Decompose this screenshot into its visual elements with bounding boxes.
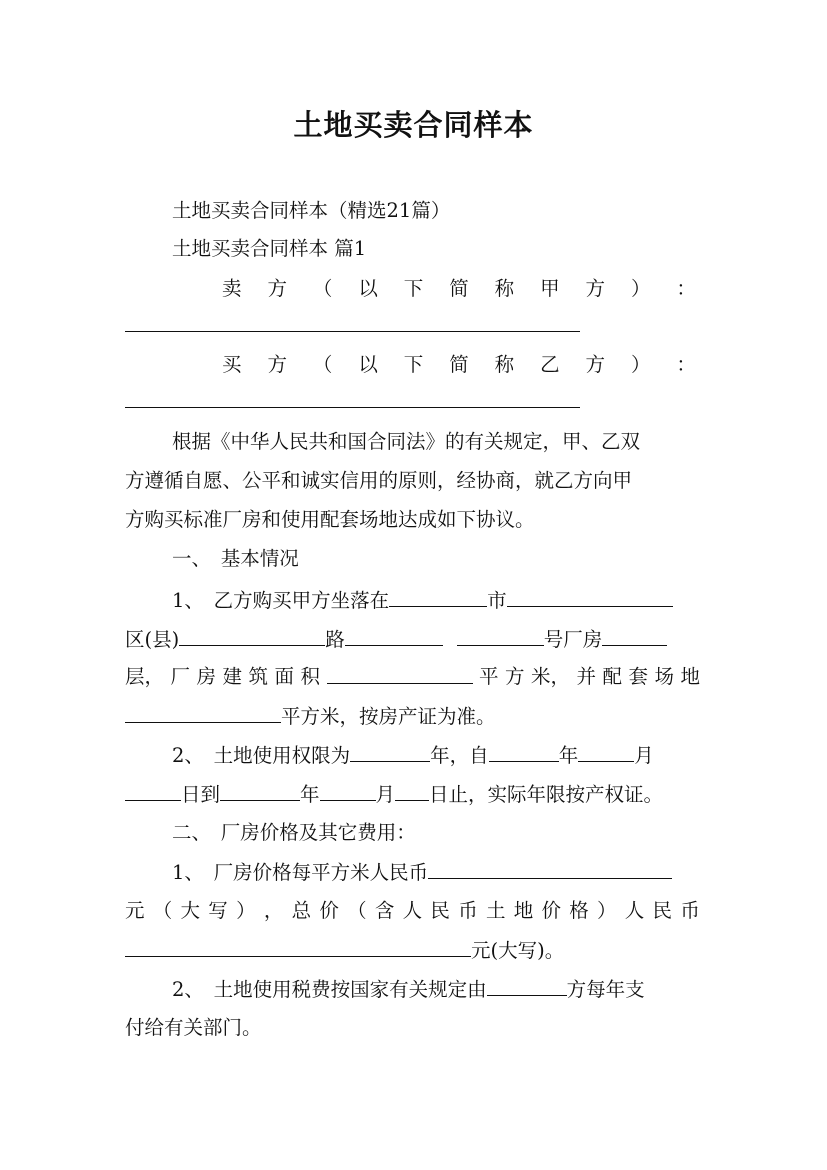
price-label-char: （ xyxy=(347,899,367,922)
district-blank-pre xyxy=(507,588,673,607)
item2-text-g: 月 xyxy=(375,783,396,806)
price1-line3 xyxy=(125,938,564,963)
item1-text-e: 号厂房 xyxy=(543,628,603,651)
seller-label-char: 方 xyxy=(585,277,606,300)
area-label-char: 积 xyxy=(300,665,321,688)
section2-heading: 二、 厂房价格及其它费用： xyxy=(172,821,416,844)
seller-label-char: ） xyxy=(630,277,651,300)
item2-text-h: 日止，实际年限按产权证。 xyxy=(429,783,664,806)
price-label-char: 元 xyxy=(125,899,145,922)
item1-text-d: 路 xyxy=(325,628,345,651)
price-label-char: 总 xyxy=(291,899,312,922)
area-label-char: 房 xyxy=(196,665,217,688)
seller-label-char: （ xyxy=(312,277,333,300)
start-month-blank xyxy=(578,743,634,762)
seller-label-char: 称 xyxy=(494,277,515,300)
buyer-label-char: 买 xyxy=(222,353,242,376)
buyer-label-char: ） xyxy=(630,353,651,376)
item2-line1 xyxy=(172,743,654,768)
site-area-blank xyxy=(125,704,281,723)
para1-line1: 根据《中华人民共和国合同法》的有关规定，甲、乙双 xyxy=(172,430,641,453)
document-title: 土地买卖合同样本 xyxy=(293,108,534,142)
section1-heading: 一、 基本情况 xyxy=(172,547,299,570)
price2-line2: 付给有关部门。 xyxy=(125,1016,262,1039)
item2-text-b: 年，自 xyxy=(430,744,489,767)
price-label-char: （ xyxy=(152,899,173,922)
price1-line1 xyxy=(172,860,672,885)
buyer-label-char: 方 xyxy=(585,353,606,376)
road-blank xyxy=(345,627,443,646)
seller-label-char: 卖 xyxy=(222,277,242,300)
seller-blank-line xyxy=(125,313,580,338)
site-label-char: 场 xyxy=(654,665,674,688)
item2-text-c: 年 xyxy=(558,744,579,767)
end-year-blank xyxy=(220,782,300,801)
price-label-char: 民 xyxy=(652,899,673,922)
item2-text-e: 日到 xyxy=(181,783,221,806)
price1-line2 xyxy=(125,899,700,923)
area-label-char: 厂 xyxy=(170,665,191,688)
buyer-label-char: 简 xyxy=(449,353,469,376)
site-label-char: 套 xyxy=(628,665,648,688)
end-month-blank xyxy=(320,782,376,801)
unit-price-blank xyxy=(428,860,672,879)
seller-label-char: 甲 xyxy=(540,277,560,300)
building-area-blank xyxy=(327,665,473,684)
price-label-char: ） xyxy=(597,899,617,922)
area-label-char: 筑 xyxy=(248,665,269,688)
price-label-char: 人 xyxy=(402,899,423,922)
start-day-blank xyxy=(125,782,181,801)
floor-blank xyxy=(602,627,667,646)
buyer-label-char: 乙 xyxy=(540,353,560,376)
price-label-char: 地 xyxy=(513,899,534,922)
site-label-char: 米， xyxy=(530,665,570,688)
price1-text-a: 1、 厂房价格每平方米人民币 xyxy=(172,861,429,884)
total-price-blank xyxy=(125,938,471,957)
area-label-char: 建 xyxy=(222,665,243,688)
price2-text-a: 2、 土地使用税费按国家有关规定由 xyxy=(172,978,487,1001)
item2-text-f: 年 xyxy=(300,783,320,806)
para1-line3: 方购买标准厂房和使用配套场地达成如下协议。 xyxy=(125,508,535,531)
price-label-char: 价 xyxy=(541,899,561,922)
para1-line2: 方遵循自愿、公平和诚实信用的原则，经协商，就乙方向甲 xyxy=(125,469,633,492)
price-label-char: 格 xyxy=(569,899,589,922)
term-years-blank xyxy=(350,743,430,762)
buyer-label-char: （ xyxy=(312,353,333,376)
site-label-char: 配 xyxy=(602,665,622,688)
price1-text-c: 元(大写)。 xyxy=(471,939,565,962)
buyer-label-line xyxy=(222,353,696,377)
seller-label-char: 以 xyxy=(358,277,378,300)
site-label-char: 地 xyxy=(680,665,700,688)
price2-text-b: 方每年支 xyxy=(566,978,645,1001)
item2-line2 xyxy=(125,782,663,807)
start-year-blank xyxy=(489,743,559,762)
price-label-char: 写 xyxy=(208,899,228,922)
item1-line3 xyxy=(125,665,700,689)
item2-text-d: 月 xyxy=(634,744,654,767)
price2-line1 xyxy=(172,977,645,1002)
price-label-char: 土 xyxy=(485,899,506,922)
buyer-label-char: 称 xyxy=(494,353,515,376)
area-label-char: 层， xyxy=(125,665,165,688)
number-blank xyxy=(457,627,544,646)
end-day-blank xyxy=(395,782,429,801)
seller-label-char: 下 xyxy=(403,277,424,300)
district-blank xyxy=(179,627,325,646)
site-label-char: 并 xyxy=(576,665,596,688)
item1-text-h: 平方米，按房产证为准。 xyxy=(281,705,496,728)
price-label-char: 币 xyxy=(458,899,478,922)
item1-text-b: 市 xyxy=(487,589,507,612)
seller-label-char: 方 xyxy=(267,277,287,300)
seller-label-line xyxy=(222,277,696,301)
site-label-char: 方 xyxy=(504,665,525,688)
seller-name-blank xyxy=(125,313,580,332)
item1-text-c: 区(县) xyxy=(125,628,180,651)
item1-line2 xyxy=(125,627,667,652)
buyer-blank-line xyxy=(125,389,580,414)
buyer-label-char: 以 xyxy=(358,353,378,376)
seller-label-char: 简 xyxy=(449,277,469,300)
price-label-char: 币 xyxy=(680,899,700,922)
area-label-char: 面 xyxy=(274,665,295,688)
price-label-char: ， xyxy=(263,899,284,922)
price-label-char: ） xyxy=(236,899,256,922)
buyer-label-char: ： xyxy=(676,353,696,376)
buyer-label-char: 方 xyxy=(267,353,287,376)
item1-line1 xyxy=(172,588,673,613)
tax-party-blank xyxy=(487,977,567,996)
buyer-name-blank xyxy=(125,389,580,408)
buyer-label-char: 下 xyxy=(403,353,424,376)
price-label-char: 民 xyxy=(430,899,450,922)
site-label-char: 平 xyxy=(478,665,499,688)
price-label-char: 人 xyxy=(624,899,645,922)
price-label-char: 大 xyxy=(180,899,201,922)
price-label-char: 含 xyxy=(374,899,395,922)
item1-text-a: 1、 乙方购买甲方坐落在 xyxy=(172,589,390,612)
chapter-line: 土地买卖合同样本 篇1 xyxy=(172,237,367,260)
city-blank xyxy=(389,588,487,607)
item2-text-a: 2、 土地使用权限为 xyxy=(172,744,351,767)
subtitle-line: 土地买卖合同样本（精选21篇） xyxy=(172,199,451,222)
item1-line4 xyxy=(125,704,496,729)
price-label-char: 价 xyxy=(319,899,339,922)
seller-label-char: ： xyxy=(676,277,696,300)
